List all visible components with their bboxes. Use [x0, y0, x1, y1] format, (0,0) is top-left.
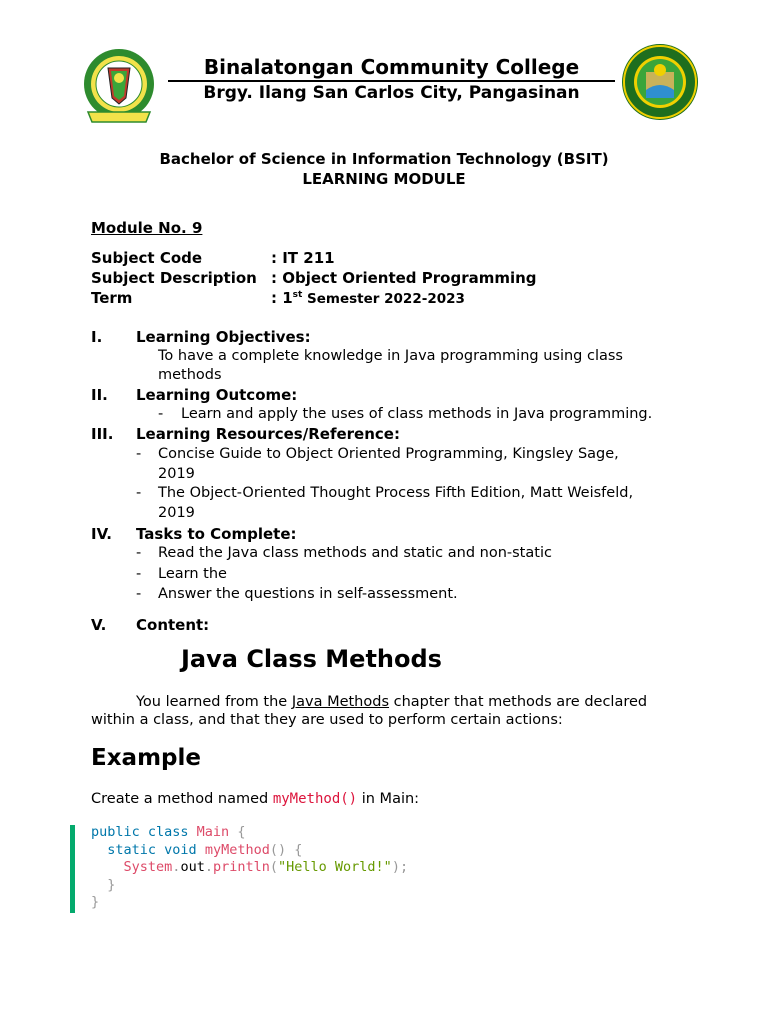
section-5-number: V. — [91, 616, 107, 634]
bullet-dash: - — [136, 485, 142, 501]
section-3-number: III. — [91, 425, 114, 443]
city-seal-logo — [620, 42, 700, 122]
program-title: Bachelor of Science in Information Technology (BSIT) — [159, 150, 609, 168]
section-5-title: Content: — [136, 616, 210, 634]
section-4-number: IV. — [91, 525, 112, 543]
bullet-dash: - — [136, 586, 142, 602]
subject-code-value: : IT 211 — [271, 249, 335, 267]
subject-description-label: Subject Description — [91, 269, 257, 287]
section-1-number: I. — [91, 328, 103, 346]
term-label: Term — [91, 289, 133, 307]
objective-line-2: methods — [158, 367, 222, 383]
term-value: : 1st Semester 2022-2023 — [271, 289, 465, 307]
example-heading: Example — [91, 745, 201, 771]
bullet-dash: - — [136, 545, 142, 561]
task-3: Answer the questions in self-assessment. — [158, 586, 458, 602]
reference-2-line-2: 2019 — [158, 505, 195, 521]
inline-code: myMethod() — [272, 791, 358, 807]
objective-line-1: To have a complete knowledge in Java programming using class — [158, 348, 623, 364]
example-description: Create a method named myMethod() in Main: — [91, 791, 420, 807]
section-4-title: Tasks to Complete: — [136, 525, 297, 543]
bullet-dash: - — [158, 406, 164, 422]
section-2-number: II. — [91, 386, 108, 404]
college-seal-logo — [80, 46, 158, 126]
subject-code-label: Subject Code — [91, 249, 203, 267]
module-number: Module No. 9 — [91, 219, 203, 237]
section-1-title: Learning Objectives: — [136, 328, 311, 346]
subject-description-value: : Object Oriented Programming — [271, 269, 537, 287]
college-address: Brgy. Ilang San Carlos City, Pangasinan — [203, 83, 580, 103]
section-3-title: Learning Resources/Reference: — [136, 425, 400, 443]
task-1: Read the Java class methods and static and non-static — [158, 545, 552, 561]
reference-2-line-1: The Object-Oriented Thought Process Fifth Edition, Matt Weisfeld, — [158, 485, 634, 501]
outcome-item: Learn and apply the uses of class methods in Java programming. — [181, 406, 653, 422]
java-methods-link[interactable]: Java Methods — [291, 694, 390, 710]
content-title: Java Class Methods — [181, 645, 442, 673]
reference-1-line-1: Concise Guide to Object Oriented Programming, Kingsley Sage, — [158, 446, 619, 462]
code-block-accent-bar — [70, 825, 75, 913]
header-divider — [168, 80, 615, 82]
bullet-dash: - — [136, 446, 142, 462]
section-2-title: Learning Outcome: — [136, 386, 298, 404]
code-example: public class Main { static void myMethod() { System.out.println("Hello World!"); } } — [91, 824, 409, 910]
module-type: LEARNING MODULE — [302, 170, 466, 188]
task-2: Learn the — [158, 566, 227, 582]
college-name: Binalatongan Community College — [203, 55, 580, 79]
reference-1-line-2: 2019 — [158, 466, 195, 482]
intro-paragraph: You learned from the Java Methods chapter that methods are declared within a class, and that they are used to perform certain actions: — [91, 694, 648, 728]
bullet-dash: - — [136, 566, 142, 582]
